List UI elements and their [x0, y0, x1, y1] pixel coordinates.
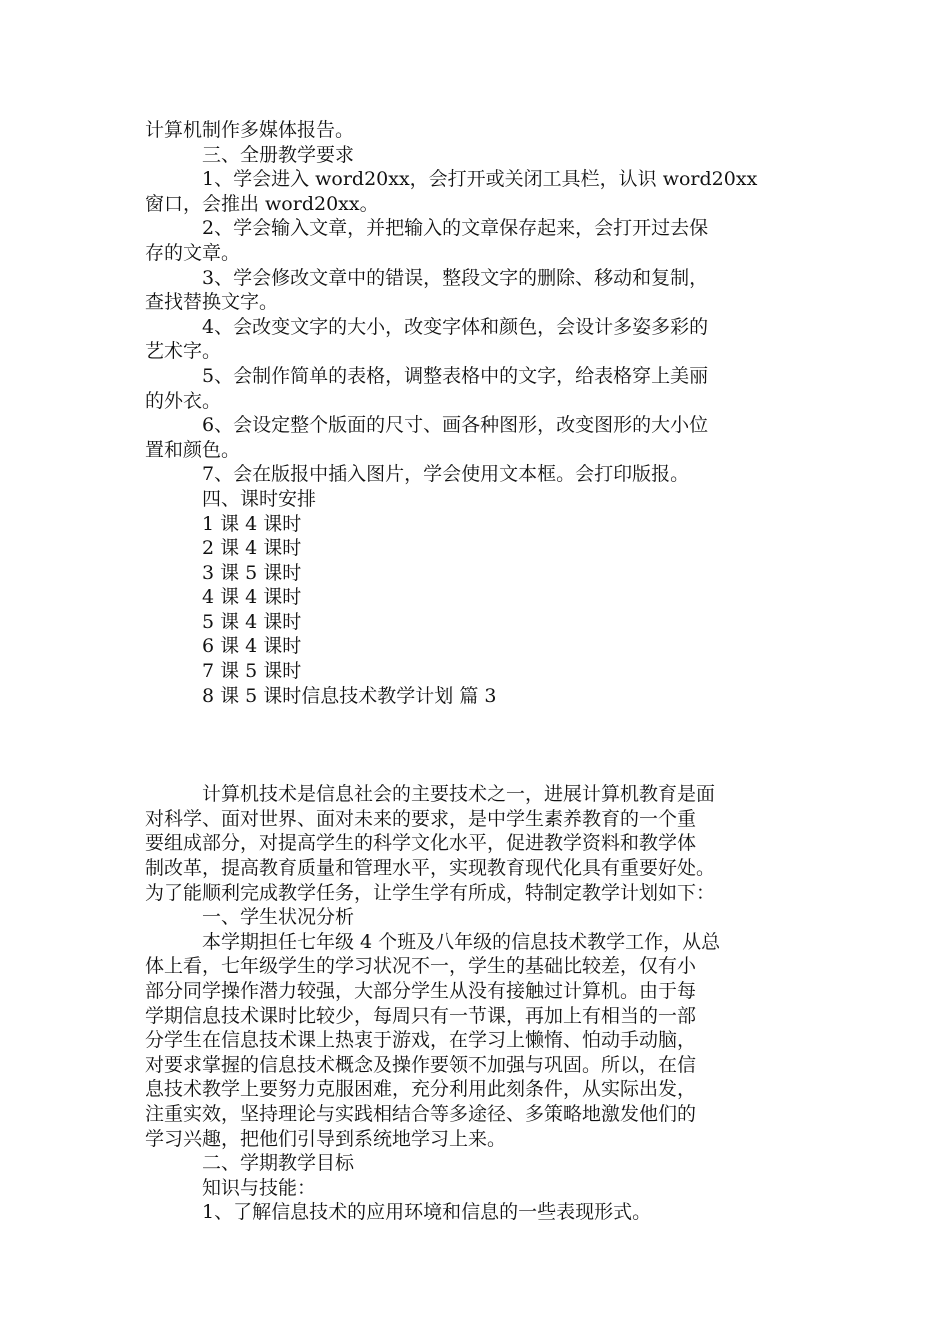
text-line: 4 课 4 课时 — [202, 586, 302, 609]
text-line: 置和颜色。 — [145, 438, 241, 461]
text-line: 6、会设定整个版面的尺寸、画各种图形，改变图形的大小位 — [202, 414, 709, 437]
text-block-2 — [145, 782, 825, 1225]
text-line: 学习兴趣，把他们引导到系统地学习上来。 — [145, 1127, 507, 1150]
text-line: 制改革，提高教育质量和管理水平，实现教育现代化具有重要好处。 — [145, 857, 716, 880]
text-line: 体上看，七年级学生的学习状况不一，学生的基础比较差，仅有小 — [145, 955, 697, 978]
text-line: 1、学会进入 word20xx，会打开或关闭工具栏，认识 word20xx — [202, 168, 758, 191]
text-line: 5、会制作简单的表格，调整表格中的文字，给表格穿上美丽 — [202, 364, 709, 387]
text-line: 分学生在信息技术课上热衷于游戏，在学习上懒惰、怕动手动脑， — [145, 1029, 697, 1052]
text-line: 为了能顺利完成教学任务，让学生学有所成，特制定教学计划如下： — [145, 881, 716, 904]
text-block-1 — [145, 118, 825, 708]
text-line: 要组成部分，对提高学生的科学文化水平，促进教学资料和教学体 — [145, 832, 697, 855]
text-line: 6 课 4 课时 — [202, 635, 302, 658]
text-line: 存的文章。 — [145, 241, 241, 264]
text-line: 的外衣。 — [145, 389, 222, 412]
text-line: 窗口，会推出 word20xx。 — [145, 192, 379, 215]
text-line: 1、了解信息技术的应用环境和信息的一些表现形式。 — [202, 1201, 652, 1224]
text-line: 8 课 5 课时信息技术教学计划 篇 3 — [202, 684, 497, 707]
text-line: 对科学、面对世界、面对未来的要求，是中学生素养教育的一个重 — [145, 807, 697, 830]
text-line: 查找替换文字。 — [145, 291, 279, 314]
text-line: 部分同学操作潜力较强，大部分学生从没有接触过计算机。由于每 — [145, 980, 697, 1002]
document-body — [145, 118, 825, 1225]
text-line: 7 课 5 课时 — [202, 660, 302, 683]
text-line: 艺术字。 — [145, 340, 222, 363]
text-line: 计算机制作多媒体报告。 — [145, 119, 355, 141]
text-line: 二、学期教学目标 — [202, 1152, 355, 1175]
text-line: 1 课 4 课时 — [202, 512, 302, 535]
text-line: 3、学会修改文章中的错误，整段文字的删除、移动和复制， — [202, 266, 709, 289]
text-line: 计算机技术是信息社会的主要技术之一，进展计算机教育是面 — [202, 783, 716, 806]
text-line: 本学期担任七年级 4 个班及八年级的信息技术教学工作，从总 — [202, 930, 721, 953]
text-line: 4、会改变文字的大小，改变字体和颜色，会设计多姿多彩的 — [202, 315, 709, 338]
text-line: 注重实效，坚持理论与实践相结合等多途径、多策略地激发他们的 — [145, 1102, 697, 1125]
text-line: 5 课 4 课时 — [202, 610, 302, 633]
text-line: 2 课 4 课时 — [202, 537, 302, 560]
text-line: 一、学生状况分析 — [202, 906, 355, 929]
text-line: 对要求掌握的信息技术概念及操作要领不加强与巩固。所以，在信 — [145, 1053, 697, 1076]
section-gap — [145, 708, 825, 782]
text-line: 息技术教学上要努力克服困难，充分利用此刻条件，从实际出发， — [145, 1078, 697, 1101]
text-line: 7、会在版报中插入图片，学会使用文本框。会打印版报。 — [202, 463, 690, 486]
text-line: 2、学会输入文章，并把输入的文章保存起来，会打开过去保 — [202, 217, 709, 240]
text-line: 四、课时安排 — [202, 487, 317, 510]
text-line: 3 课 5 课时 — [202, 561, 302, 584]
text-line: 学期信息技术课时比较少，每周只有一节课，再加上有相当的一部 — [145, 1004, 697, 1027]
text-line: 知识与技能： — [202, 1176, 317, 1199]
text-line: 三、全册教学要求 — [202, 143, 355, 166]
